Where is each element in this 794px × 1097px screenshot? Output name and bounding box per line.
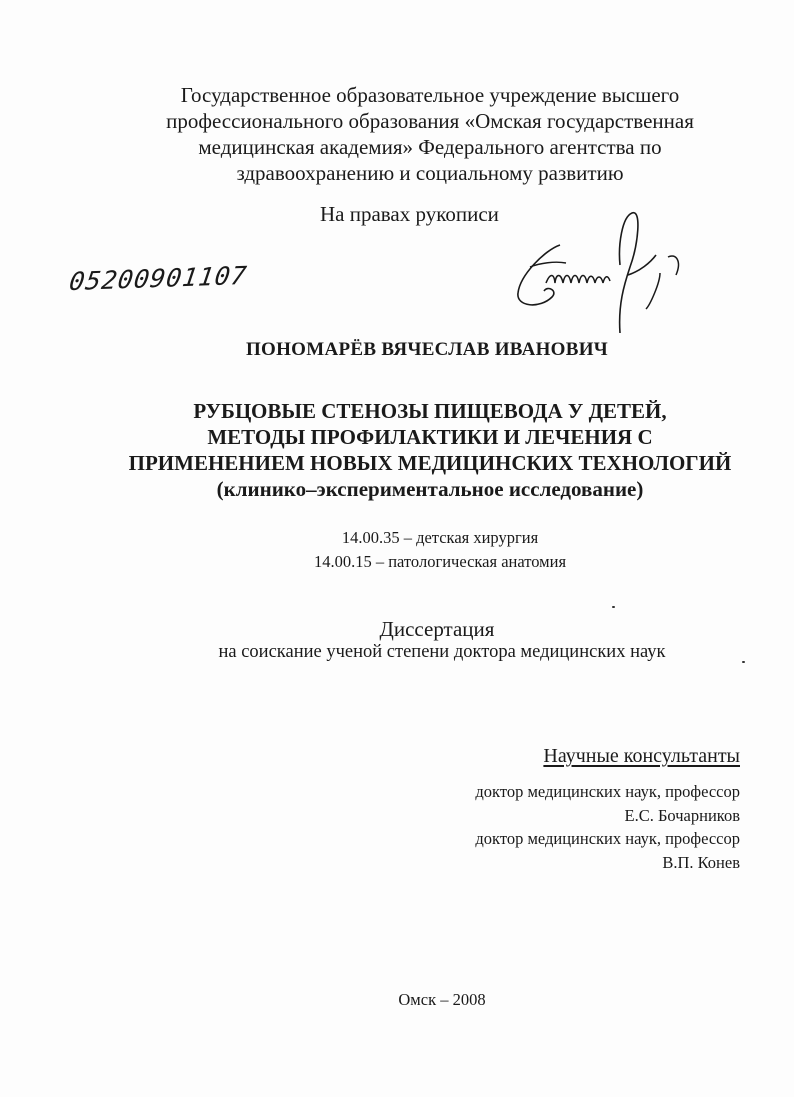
institution-line: здравоохранению и социальному развитию bbox=[236, 161, 624, 185]
consultants-list bbox=[475, 780, 740, 874]
dissertation-purpose: на соискание ученой степени доктора медицинских наук bbox=[218, 642, 666, 662]
scan-speck bbox=[742, 661, 745, 663]
institution-line: профессионального образования «Омская государственная bbox=[166, 109, 694, 133]
specialty-line: 14.00.15 – патологическая анатомия bbox=[313, 552, 567, 571]
consultant-name: Е.С. Бочарников bbox=[624, 805, 740, 825]
title-line: РУБЦОВЫЕ СТЕНОЗЫ ПИЩЕВОДА У ДЕТЕЙ, bbox=[193, 399, 667, 423]
specialty-line: 14.00.35 – детская хирургия bbox=[341, 528, 539, 547]
signature-icon bbox=[500, 205, 690, 345]
consultant-degree: доктор медицинских наук, профессор bbox=[475, 829, 740, 848]
manuscript-rights-note: На правах рукописи bbox=[320, 202, 499, 226]
dissertation-title bbox=[60, 398, 794, 502]
institution-header bbox=[100, 82, 760, 186]
consultant-degree: доктор медицинских наук, профессор bbox=[475, 782, 740, 801]
title-line: МЕТОДЫ ПРОФИЛАКТИКИ И ЛЕЧЕНИЯ С bbox=[207, 425, 653, 449]
dissertation-type: Диссертация bbox=[379, 617, 495, 641]
title-line: ПРИМЕНЕНИЕМ НОВЫХ МЕДИЦИНСКИХ ТЕХНОЛОГИЙ bbox=[128, 451, 732, 475]
author-name: ПОНОМАРЁВ ВЯЧЕСЛАВ ИВАНОВИЧ bbox=[245, 339, 609, 360]
specialty-codes bbox=[240, 526, 640, 574]
city-year: Омск – 2008 bbox=[398, 990, 486, 1009]
handwritten-inventory-number: 05200901107 bbox=[67, 260, 250, 297]
consultant-name: В.П. Конев bbox=[662, 852, 740, 872]
title-line: (клинико–экспериментальное исследование) bbox=[216, 477, 644, 501]
institution-line: медицинская академия» Федерального агентства по bbox=[198, 135, 662, 159]
institution-line: Государственное образовательное учреждение высшего bbox=[180, 83, 680, 107]
scan-speck bbox=[612, 606, 615, 608]
consultants-heading: Научные консультанты bbox=[543, 745, 740, 767]
